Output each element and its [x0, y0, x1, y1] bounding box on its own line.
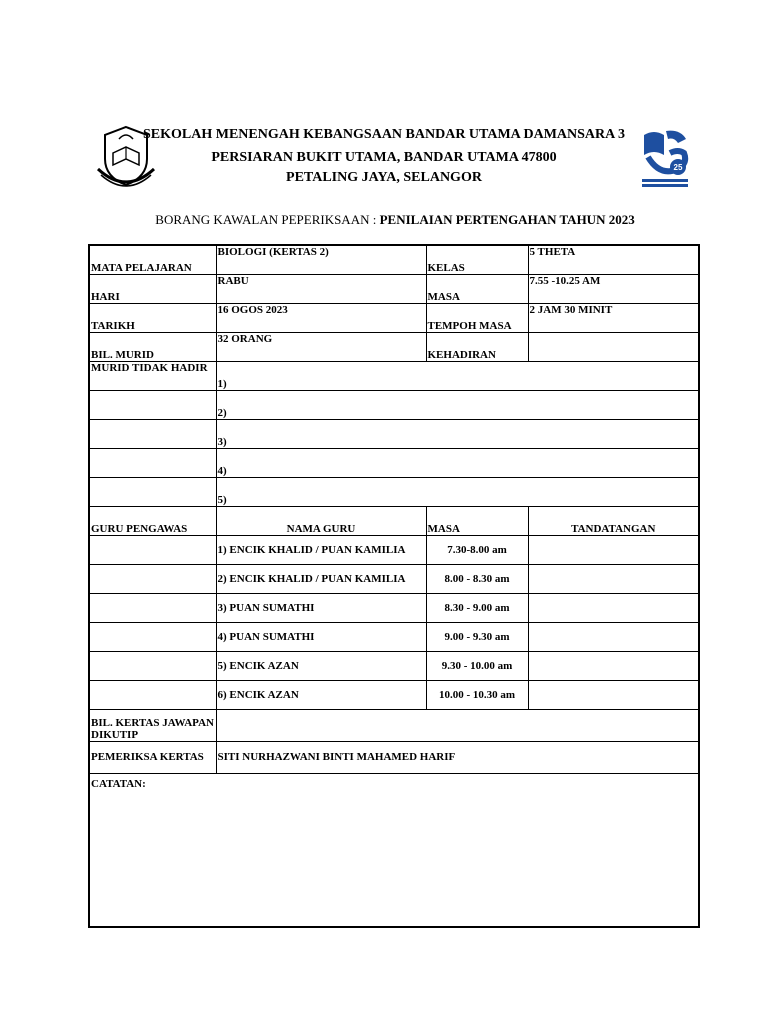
invigilator-header-row — [89, 506, 699, 535]
invigilator-name[interactable]: 4) PUAN SUMATHI — [216, 622, 426, 651]
absent-entry[interactable]: 1) — [216, 361, 699, 390]
invigilator-row — [89, 564, 699, 593]
invigilator-row — [89, 680, 699, 709]
value-bil-kertas[interactable] — [216, 709, 699, 741]
label-guru-pengawas: GURU PENGAWAS — [89, 506, 216, 535]
absent-row — [89, 390, 699, 419]
form-title — [0, 212, 768, 228]
invigilator-row — [89, 651, 699, 680]
value-bil-murid[interactable]: 32 ORANG — [216, 332, 426, 361]
signature-cell[interactable] — [528, 622, 699, 651]
blank-cell — [89, 477, 216, 506]
signature-cell[interactable] — [528, 651, 699, 680]
label-kelas: KELAS — [426, 245, 528, 274]
invigilator-name[interactable]: 5) ENCIK AZAN — [216, 651, 426, 680]
value-tarikh[interactable]: 16 OGOS 2023 — [216, 303, 426, 332]
signature-cell[interactable] — [528, 680, 699, 709]
label-hari: HARI — [89, 274, 216, 303]
label-mata-pelajaran: MATA PELAJARAN — [89, 245, 216, 274]
invigilator-name[interactable]: 3) PUAN SUMATHI — [216, 593, 426, 622]
anniversary-logo — [640, 127, 690, 189]
absent-entry[interactable]: 3) — [216, 419, 699, 448]
form-title-prefix: BORANG KAWALAN PEPERIKSAAN : — [155, 212, 380, 227]
blank-cell — [89, 535, 216, 564]
blank-cell — [89, 564, 216, 593]
info-row — [89, 245, 699, 274]
signature-cell[interactable] — [528, 535, 699, 564]
value-masa[interactable]: 7.55 -10.25 AM — [528, 274, 699, 303]
blank-cell — [89, 390, 216, 419]
blank-cell — [89, 419, 216, 448]
invigilator-row — [89, 622, 699, 651]
label-murid-tidak-hadir: MURID TIDAK HADIR — [89, 361, 216, 390]
invigilator-time[interactable]: 9.00 - 9.30 am — [426, 622, 528, 651]
exam-name: PENILAIAN PERTENGAHAN TAHUN 2023 — [379, 212, 635, 227]
absent-row — [89, 419, 699, 448]
column-header-nama-guru: NAMA GURU — [216, 506, 426, 535]
label-catatan: CATATAN: — [91, 777, 146, 790]
exam-control-form — [88, 244, 700, 928]
label-bil-kertas: BIL. KERTAS JAWAPAN DIKUTIP — [89, 709, 216, 741]
school-name: SEKOLAH MENENGAH KEBANGSAAN BANDAR UTAMA DAMANSARA 3 — [143, 127, 625, 142]
catatan-row — [89, 773, 699, 927]
school-address-line2: PETALING JAYA, SELANGOR — [286, 170, 482, 185]
label-pemeriksa-kertas: PEMERIKSA KERTAS — [89, 741, 216, 773]
invigilator-name[interactable]: 6) ENCIK AZAN — [216, 680, 426, 709]
invigilator-name[interactable]: 1) ENCIK KHALID / PUAN KAMILIA — [216, 535, 426, 564]
blank-cell — [89, 593, 216, 622]
info-row — [89, 332, 699, 361]
info-row — [89, 274, 699, 303]
invigilator-row — [89, 535, 699, 564]
absent-row — [89, 448, 699, 477]
label-masa: MASA — [426, 274, 528, 303]
school-address-line1: PERSIARAN BUKIT UTAMA, BANDAR UTAMA 47800 — [211, 150, 557, 165]
blank-cell — [89, 680, 216, 709]
invigilator-time[interactable]: 9.30 - 10.00 am — [426, 651, 528, 680]
label-tempoh-masa: TEMPOH MASA — [426, 303, 528, 332]
label-tarikh: TARIKH — [89, 303, 216, 332]
value-pemeriksa-kertas[interactable]: SITI NURHAZWANI BINTI MAHAMED HARIF — [216, 741, 699, 773]
absent-entry[interactable]: 2) — [216, 390, 699, 419]
blank-cell — [89, 448, 216, 477]
blank-cell — [89, 622, 216, 651]
invigilator-time[interactable]: 10.00 - 10.30 am — [426, 680, 528, 709]
absent-row — [89, 361, 699, 390]
pemeriksa-row — [89, 741, 699, 773]
blank-cell — [89, 651, 216, 680]
anniversary-number: 25 — [673, 163, 683, 172]
value-mata-pelajaran[interactable]: BIOLOGI (KERTAS 2) — [216, 245, 426, 274]
column-header-masa: MASA — [426, 506, 528, 535]
absent-entry[interactable]: 5) — [216, 477, 699, 506]
invigilator-time[interactable]: 7.30-8.00 am — [426, 535, 528, 564]
absent-entry[interactable]: 4) — [216, 448, 699, 477]
value-kelas[interactable]: 5 THETA — [528, 245, 699, 274]
invigilator-row — [89, 593, 699, 622]
catatan-field[interactable] — [89, 773, 699, 927]
value-hari[interactable]: RABU — [216, 274, 426, 303]
absent-row — [89, 477, 699, 506]
invigilator-time[interactable]: 8.00 - 8.30 am — [426, 564, 528, 593]
invigilator-name[interactable]: 2) ENCIK KHALID / PUAN KAMILIA — [216, 564, 426, 593]
invigilator-time[interactable]: 8.30 - 9.00 am — [426, 593, 528, 622]
value-tempoh-masa[interactable]: 2 JAM 30 MINIT — [528, 303, 699, 332]
signature-cell[interactable] — [528, 593, 699, 622]
signature-cell[interactable] — [528, 564, 699, 593]
bil-kertas-row — [89, 709, 699, 741]
label-bil-murid: BIL. MURID — [89, 332, 216, 361]
info-row — [89, 303, 699, 332]
label-kehadiran: KEHADIRAN — [426, 332, 528, 361]
value-kehadiran[interactable] — [528, 332, 699, 361]
column-header-tandatangan: TANDATANGAN — [528, 506, 699, 535]
